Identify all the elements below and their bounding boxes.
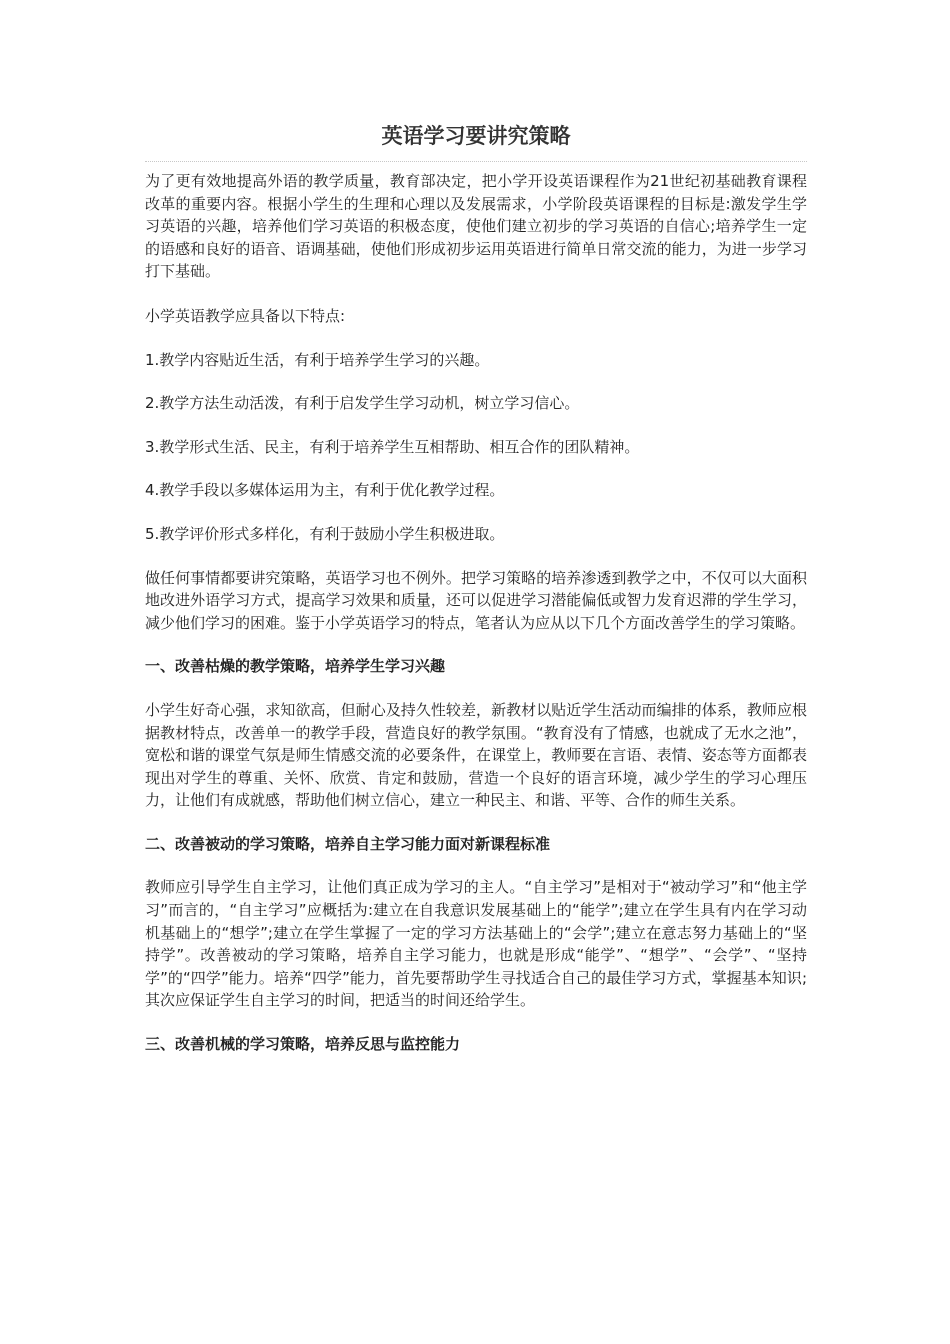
feature-item: 5.教学评价形式多样化，有利于鼓励小学生积极进取。 xyxy=(145,524,505,543)
document-page xyxy=(145,118,807,1077)
features-lead: 小学英语教学应具备以下特点: xyxy=(145,306,346,325)
strategy-intro-paragraph: 做任何事情都要讲究策略，英语学习也不例外。把学习策略的培养渗透到教学之中，不仅可以大面积地改进外语学习方式，提高学习效果和质量，还可以促进学习潜能偏低或智力发育迟滞的学生学习，减少他们学习的困难。鉴于小学英语学习的特点，笔者认为应从以下几个方面改善学生的学习策略。 xyxy=(145,568,807,632)
feature-item: 3.教学形式生活、民主，有利于培养学生互相帮助、相互合作的团队精神。 xyxy=(145,437,640,456)
document-title: 英语学习要讲究策略 xyxy=(381,124,571,148)
section-body: 教师应引导学生自主学习，让他们真正成为学习的主人。“自主学习”是相对于“被动学习”和“他主学习”而言的，“自主学习”应概括为:建立在自我意识发展基础上的“能学”;建立在学生具有内在学习动机基础上的“想学”;建立在学生掌握了一定的学习方法基础上的“会学”;建立在意志努力基础上的“坚持学”。改善被动的学习策略，培养自主学习能力，也就是形成“能学”、“想学”、“会学”、“坚持学”的“四学”能力。培养“四学”能力，首先要帮助学生寻找适合自己的最佳学习方式，掌握基本知识;其次应保证学生自主学习的时间，把适当的时间还给学生。 xyxy=(145,878,807,1010)
section-heading: 一、改善枯燥的教学策略，培养学生学习兴趣 xyxy=(145,657,446,676)
section-body: 小学生好奇心强，求知欲高，但耐心及持久性较差，新教材以贴近学生活动而编排的体系，教师应根据教材特点，改善单一的教学手段，营造良好的教学氛围。“教育没有了情感，也就成了无水之池”，宽松和谐的课堂气氛是师生情感交流的必要条件，在课堂上，教师要在言语、表情、姿态等方面都表现出对学生的尊重、关怀、欣赏、肯定和鼓励，营造一个良好的语言环境，减少学生的学习心理压力，让他们有成就感，帮助他们树立信心，建立一种民主、和谐、平等、合作的师生关系。 xyxy=(145,700,807,810)
title-divider xyxy=(145,161,807,162)
feature-item: 2.教学方法生动活泼，有利于启发学生学习动机，树立学习信心。 xyxy=(145,394,580,413)
feature-item: 4.教学手段以多媒体运用为主，有利于优化教学过程。 xyxy=(145,481,505,500)
intro-paragraph: 为了更有效地提高外语的教学质量，教育部决定，把小学开设英语课程作为21世纪初基础教育课程改革的重要内容。根据小学生的生理和心理以及发展需求，小学阶段英语课程的目标是:激发学生学习英语的兴趣，培养他们学习英语的积极态度，使他们建立初步的学习英语的自信心;培养学生一定的语感和良好的语音、语调基础，使他们形成初步运用英语进行简单日常交流的能力，为进一步学习打下基础。 xyxy=(145,172,807,281)
feature-item: 1.教学内容贴近生活，有利于培养学生学习的兴趣。 xyxy=(145,350,490,369)
section-heading: 三、改善机械的学习策略，培养反思与监控能力 xyxy=(145,1035,461,1054)
section-heading: 二、改善被动的学习策略，培养自主学习能力面对新课程标准 xyxy=(145,834,551,853)
